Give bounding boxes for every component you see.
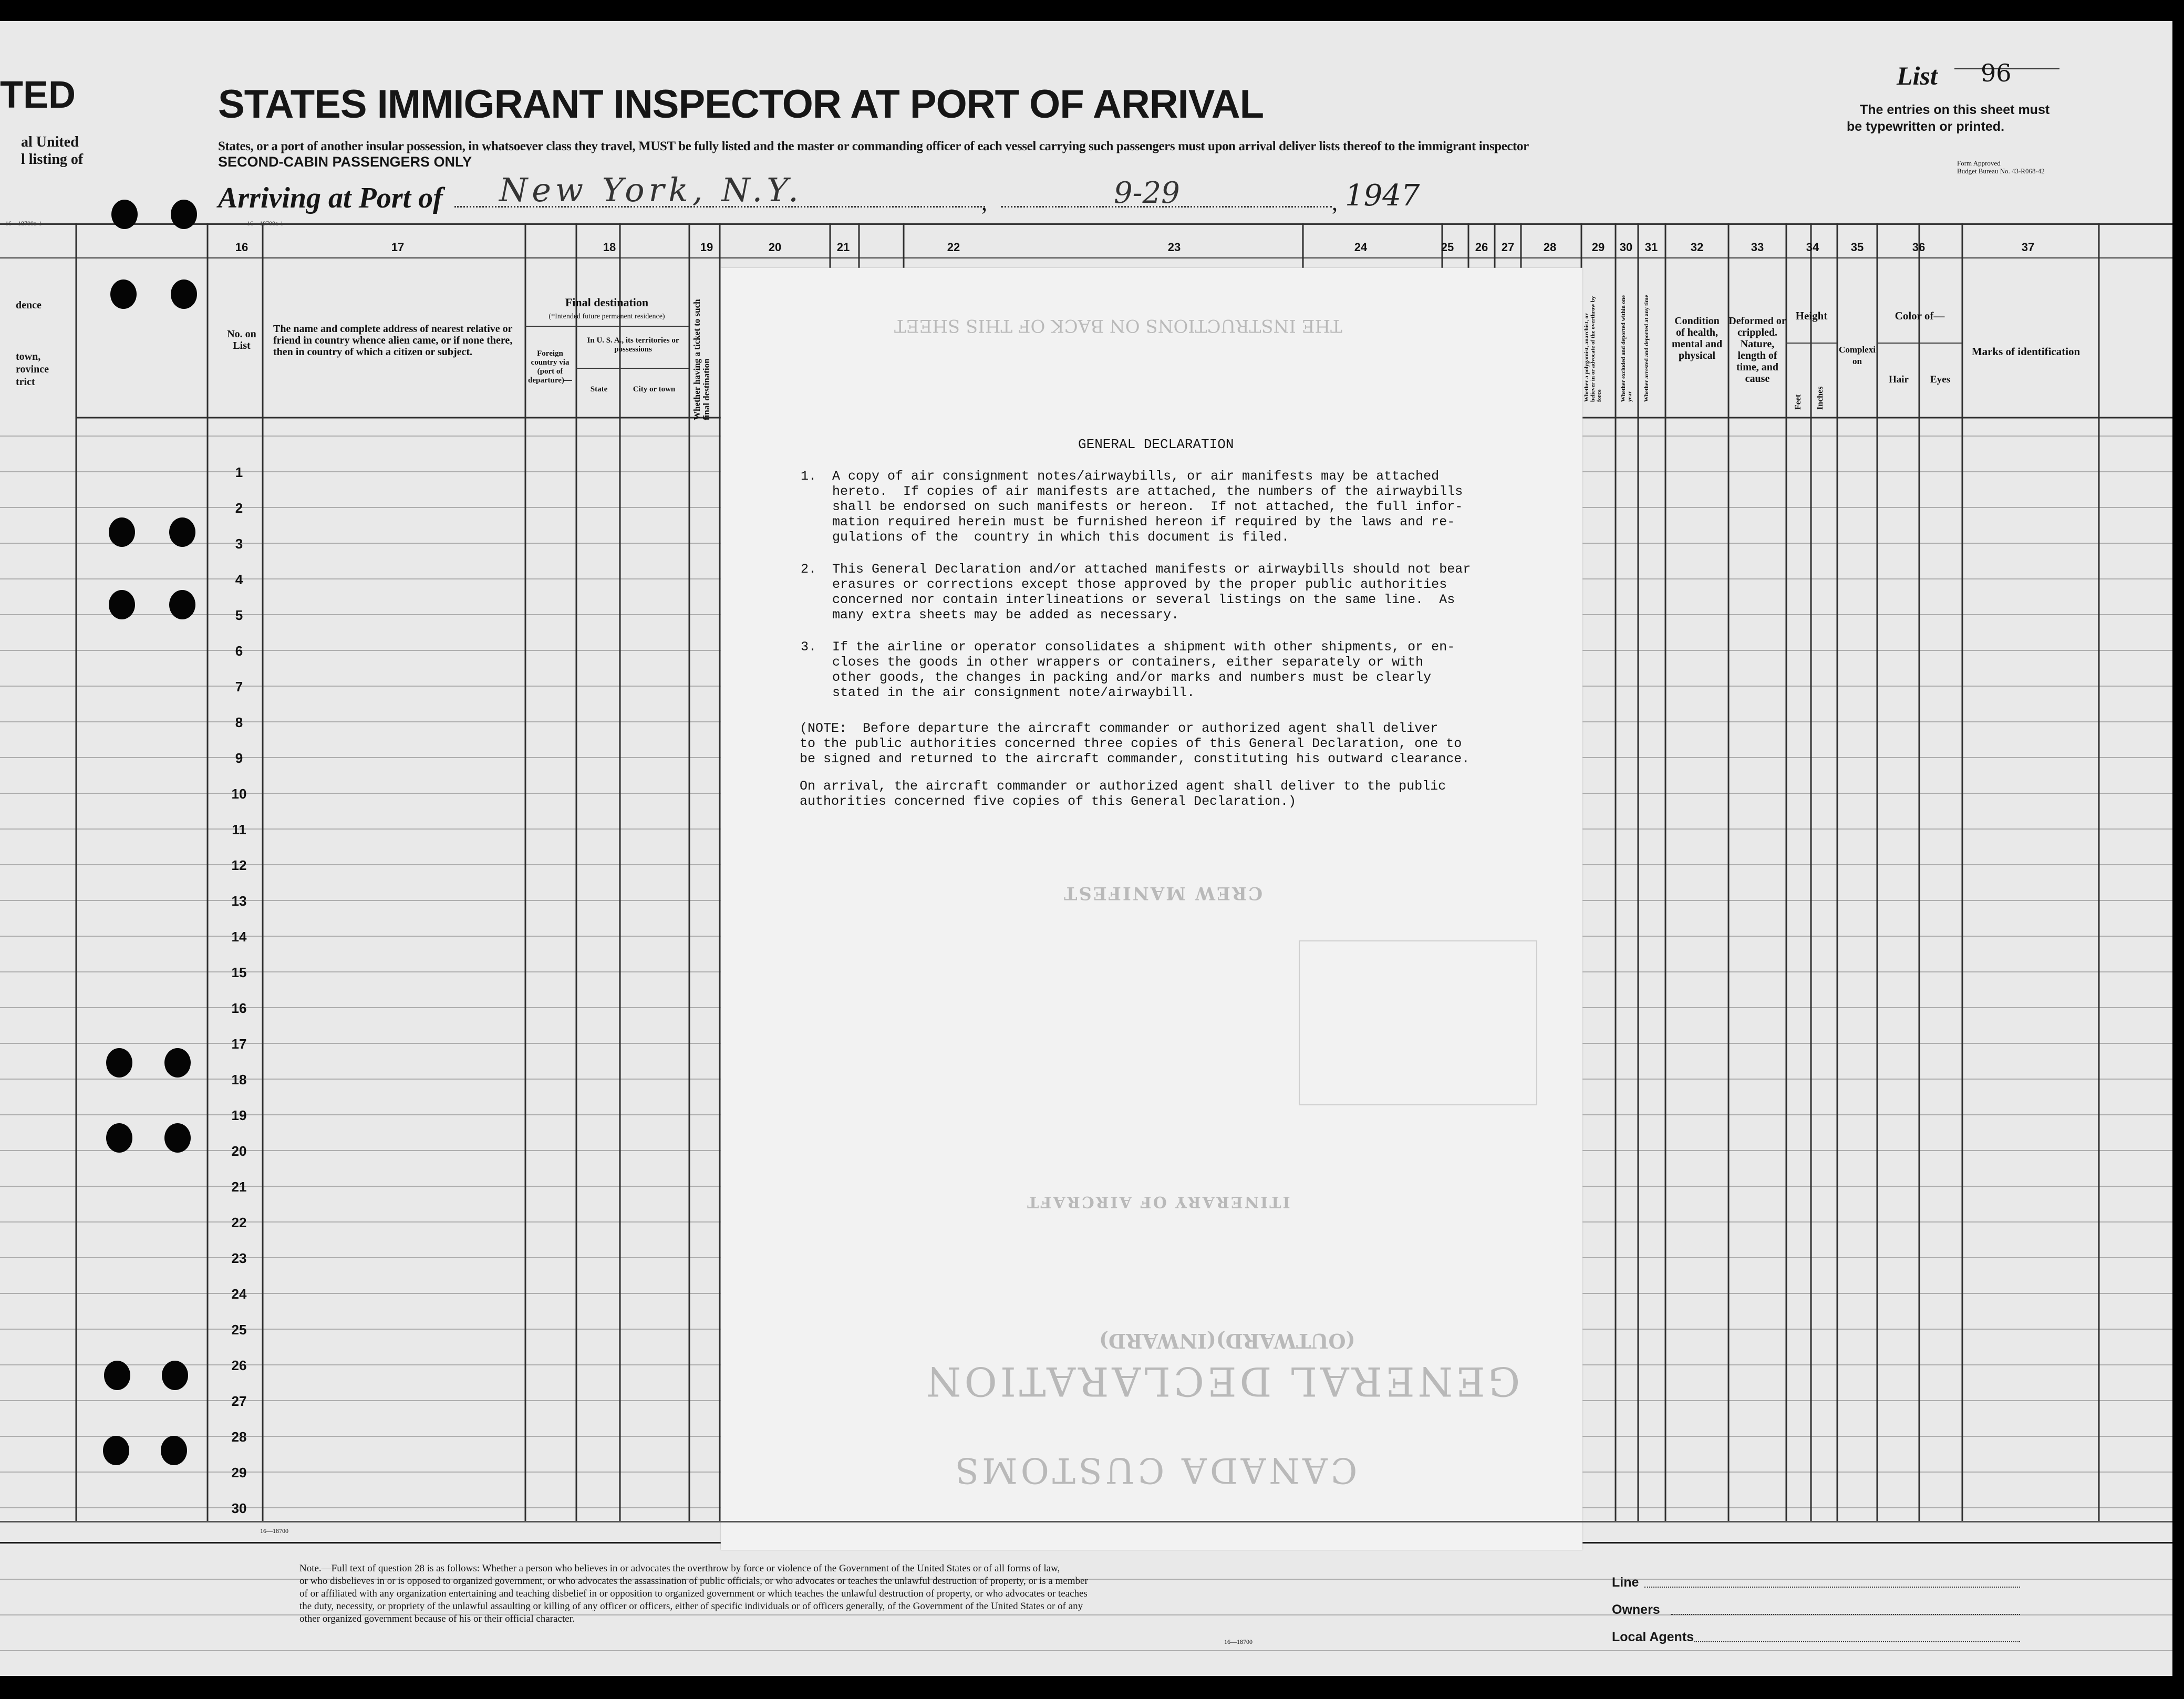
- table-form-code: 16—18700: [260, 1527, 288, 1535]
- declaration-item-line: erasures or corrections except those approved by the proper public authorities: [832, 577, 1447, 592]
- typed-note-1: The entries on this sheet must: [1860, 102, 2050, 117]
- right-border: [2172, 0, 2184, 1699]
- ghost-instructions: THE INSTRUCTIONS ON BACK OF THIS SHEET: [894, 315, 1342, 336]
- row-number: 23: [231, 1250, 247, 1266]
- column-number: 36: [1912, 241, 1926, 254]
- typed-note-2: be typewritten or printed.: [1847, 119, 2005, 134]
- row-number: 2: [235, 500, 243, 516]
- ghost-crew-manifest: CREW MANIFEST: [1062, 883, 1263, 904]
- header-height: Height: [1795, 309, 1828, 322]
- row-number: 14: [231, 929, 247, 945]
- declaration-item-number: 1.: [801, 469, 817, 484]
- declaration-item-line: shall be endorsed on such manifests or hereon. If not attached, the full infor-: [832, 499, 1463, 514]
- header-feet: Feet: [1794, 394, 1803, 410]
- declaration-arrival-line: authorities concerned five copies of this General Declaration.): [800, 794, 1297, 809]
- header-health: Condition of health, mental and physical: [1671, 315, 1723, 361]
- column-number: 28: [1543, 241, 1557, 254]
- declaration-item-line: many extra sheets may be added as necessary.: [832, 607, 1179, 623]
- column-number: 18: [603, 241, 616, 254]
- punch-hole: [106, 1048, 132, 1078]
- header-ticket: Whether having a ticket to such final destination: [692, 299, 711, 420]
- column-number: 22: [947, 241, 960, 254]
- column-number: 24: [1354, 241, 1368, 254]
- column-number: 17: [391, 241, 405, 254]
- header-color-of: Color of—: [1895, 309, 1945, 322]
- declaration-item-number: 3.: [801, 639, 817, 655]
- column-number: 29: [1591, 241, 1605, 254]
- general-declaration-sheet: [721, 268, 1582, 1550]
- header-deformed: Deformed or crippled. Nature, length of time, and cause: [1728, 315, 1786, 385]
- row-number: 7: [235, 679, 243, 695]
- punch-hole: [111, 200, 138, 229]
- row-number: 11: [232, 822, 246, 837]
- row-number: 4: [235, 572, 243, 587]
- column-number: 23: [1167, 241, 1181, 254]
- form-approved-1: Form Approved: [1957, 159, 2001, 167]
- punch-hole: [110, 279, 137, 309]
- list-number: 96: [1981, 59, 2012, 87]
- left-fragment-district: trict: [16, 376, 35, 388]
- row-number: 1: [235, 464, 243, 480]
- line-label: Line: [1612, 1575, 1639, 1590]
- footnote-line: or who disbelieves in or is opposed to organized government, or who advocates the assassination of public officials, or who advocates or teaches the unlawful destruction of property, or is a member: [299, 1576, 1088, 1587]
- form-approved-2: Budget Bureau No. 43-R068-42: [1957, 167, 2045, 175]
- punch-hole: [161, 1436, 187, 1465]
- column-number: 21: [836, 241, 850, 254]
- column-number: 20: [768, 241, 782, 254]
- row-number: 25: [231, 1322, 247, 1338]
- row-number: 13: [231, 893, 247, 909]
- column-number: 35: [1850, 241, 1864, 254]
- row-number: 16: [231, 1000, 247, 1016]
- declaration-item-line: stated in the air consignment note/airwaybill.: [832, 685, 1195, 700]
- agents-label: Local Agents: [1612, 1630, 1694, 1644]
- declaration-item-line: A copy of air consignment notes/airwaybills, or air manifests may be attached: [832, 469, 1440, 484]
- punch-hole: [104, 1361, 130, 1390]
- agents-field: [1694, 1641, 2020, 1642]
- column-number: 16: [235, 241, 249, 254]
- left-fragment-province: rovince: [16, 364, 49, 375]
- column-number: 33: [1751, 241, 1764, 254]
- left-fragment-residence: dence: [16, 299, 42, 311]
- ghost-canada-customs: CANADA CUSTOMS: [952, 1450, 1358, 1490]
- class-line: SECOND-CABIN PASSENGERS ONLY: [218, 154, 472, 170]
- column-number: 31: [1644, 241, 1658, 254]
- column-number: 37: [2021, 241, 2035, 254]
- final-dest-rule: [525, 326, 689, 327]
- ghost-outward-inward: (OUTWARD)(INWARD): [1099, 1329, 1355, 1353]
- row-number: 10: [231, 786, 247, 802]
- row-number: 8: [235, 714, 243, 730]
- color-rule: [1877, 343, 1962, 344]
- declaration-item-line: other goods, the changes in packing and/or marks and numbers must be clearly: [832, 670, 1432, 685]
- ghost-itinerary: ITINERARY OF AIRCRAFT: [1026, 1193, 1290, 1211]
- left-fragment-1: al United: [21, 134, 79, 150]
- punch-hole: [171, 200, 197, 229]
- row-number: 17: [231, 1036, 247, 1052]
- punch-hole: [106, 1123, 132, 1153]
- footer-form-code: 16—18700: [1224, 1638, 1253, 1645]
- header-complexion: Complexion: [1839, 345, 1876, 366]
- row-number: 19: [231, 1107, 247, 1123]
- punch-hole: [169, 590, 195, 619]
- lower-rule: [0, 1521, 2172, 1522]
- footnote-line: Note.—Full text of question 28 is as follows: Whether a person who believes in or advocates the overthrow by force or violence of the Government of the United States or of all forms of law,: [299, 1563, 1060, 1574]
- row-number: 22: [231, 1215, 247, 1230]
- row-number: 18: [231, 1072, 247, 1087]
- row-number: 15: [231, 965, 247, 980]
- declaration-note-line: to the public authorities concerned three copies of this General Declaration, one to: [800, 736, 1462, 751]
- punch-hole: [171, 279, 197, 309]
- header-final-destination-sub: (*Intended future permanent residence): [548, 313, 665, 320]
- declaration-title: GENERAL DECLARATION: [1078, 437, 1234, 452]
- punch-hole: [162, 1361, 188, 1390]
- comma-1: ,: [981, 190, 987, 215]
- page-title: STATES IMMIGRANT INSPECTOR AT PORT OF ARRIVAL: [218, 82, 1264, 127]
- header-polygamist: Whether a polygamist, anarchist, or believer in or advocate of the overthrow by force: [1583, 296, 1602, 402]
- declaration-item-line: This General Declaration and/or attached manifests or airwaybills should not bear: [832, 562, 1471, 577]
- punch-hole: [164, 1048, 191, 1078]
- header-inches: Inches: [1816, 386, 1825, 410]
- ghost-box: [1299, 940, 1537, 1105]
- instruction-text: States, or a port of another insular possession, in whatsoever class they travel, MUST be fully listed and the master or commanding officer of each vessel carrying such passengers must upon arrival deliver lists thereof to the immigrant inspector: [218, 139, 1529, 153]
- header-arrested: Whether arrested and deported at any time: [1643, 295, 1650, 402]
- header-in-usa: In U. S. A., its territories or possessions: [587, 336, 679, 354]
- ghost-general-declaration: GENERAL DECLARATION: [923, 1358, 1520, 1405]
- punch-hole: [103, 1436, 129, 1465]
- header-nearest-relative: The name and complete address of nearest relative or friend in country whence alien came, or if none there, then in country of which a citizen or subject.: [273, 323, 513, 358]
- row-number: 28: [231, 1429, 247, 1445]
- punch-hole: [164, 1123, 191, 1153]
- header-hair: Hair: [1889, 374, 1909, 385]
- row-number: 12: [231, 857, 247, 873]
- header-no-on-list: No. on List: [227, 328, 256, 351]
- header-final-destination: Final destination: [565, 296, 649, 309]
- height-rule: [1786, 343, 1837, 344]
- arriving-label: Arriving at Port of: [218, 182, 443, 214]
- port-value: New York, N.Y.: [499, 171, 803, 209]
- header-state: State: [590, 385, 608, 393]
- row-number: 30: [231, 1500, 247, 1516]
- left-fragment-town: town,: [16, 351, 41, 362]
- punch-hole: [109, 590, 135, 619]
- column-number: 30: [1619, 241, 1633, 254]
- column-number: 25: [1441, 241, 1454, 254]
- column-number: 27: [1501, 241, 1515, 254]
- row-number: 24: [231, 1286, 247, 1302]
- row-number: 20: [231, 1143, 247, 1159]
- declaration-item-line: closes the goods in other wrappers or containers, either separately or with: [832, 655, 1424, 670]
- manifest-sheet: [0, 21, 2172, 1676]
- header-eyes: Eyes: [1930, 374, 1950, 385]
- column-number: 19: [700, 241, 713, 254]
- declaration-item-number: 2.: [801, 562, 817, 577]
- usa-rule: [576, 368, 689, 369]
- year-value: 1947: [1345, 179, 1420, 213]
- declaration-item-line: mation required herein must be furnished hereon if required by the laws and re-: [832, 514, 1455, 530]
- footnote-line: of or affiliated with any organization entertaining and teaching disbelief in or opposition to organized government or which teaches the unlawful destruction of property, or who advocates or teaches: [299, 1588, 1088, 1599]
- footnote-line: the duty, necessity, or propriety of the unlawful assaulting or killing of any officer or officers, either of specific individuals or of officers generally, of the Government of the United States or of any: [299, 1601, 1083, 1612]
- row-number: 26: [231, 1358, 247, 1373]
- left-fragment-title: TED: [0, 74, 76, 116]
- punch-hole: [169, 517, 195, 547]
- footnote-line: other organized government because of his or their official character.: [299, 1613, 575, 1624]
- punch-hole: [109, 517, 135, 547]
- header-excluded: Whether excluded and deported within one year: [1620, 295, 1633, 402]
- header-city: City or town: [633, 385, 676, 393]
- row-number: 3: [235, 536, 243, 552]
- declaration-item-line: gulations of the country in which this document is filed.: [832, 530, 1290, 545]
- owners-label: Owners: [1612, 1602, 1660, 1617]
- date-value: 9-29: [1114, 176, 1180, 210]
- declaration-note-line: be signed and returned to the aircraft commander, constituting his outward clearance.: [800, 751, 1470, 766]
- row-number: 27: [231, 1393, 247, 1409]
- declaration-arrival-line: On arrival, the aircraft commander or authorized agent shall deliver to the public: [800, 779, 1446, 794]
- declaration-item-line: concerned nor contain interlineations or several listings on the same line. As: [832, 592, 1455, 607]
- column-number: 34: [1806, 241, 1819, 254]
- row-number: 6: [235, 643, 243, 659]
- list-label: List: [1897, 61, 1938, 90]
- column-number: 26: [1475, 241, 1488, 254]
- line-field: [1644, 1587, 2020, 1588]
- row-number: 9: [235, 750, 243, 766]
- declaration-note-line: (NOTE: Before departure the aircraft commander or authorized agent shall deliver: [800, 721, 1438, 736]
- declaration-item-line: hereto. If copies of air manifests are attached, the numbers of the airwaybills: [832, 484, 1463, 499]
- row-number: 29: [231, 1465, 247, 1480]
- row-number: 5: [235, 607, 243, 623]
- owners-field: [1671, 1614, 2020, 1615]
- row-number: 21: [231, 1179, 247, 1195]
- header-marks: Marks of identification: [1971, 345, 2081, 358]
- declaration-item-line: If the airline or operator consolidates a shipment with other shipments, or en-: [832, 639, 1455, 655]
- column-number: 32: [1690, 241, 1704, 254]
- header-foreign-country: Foreign country via (port of departure)—: [528, 349, 572, 385]
- left-fragment-2: l listing of: [21, 151, 84, 168]
- comma-2: ,: [1332, 190, 1338, 215]
